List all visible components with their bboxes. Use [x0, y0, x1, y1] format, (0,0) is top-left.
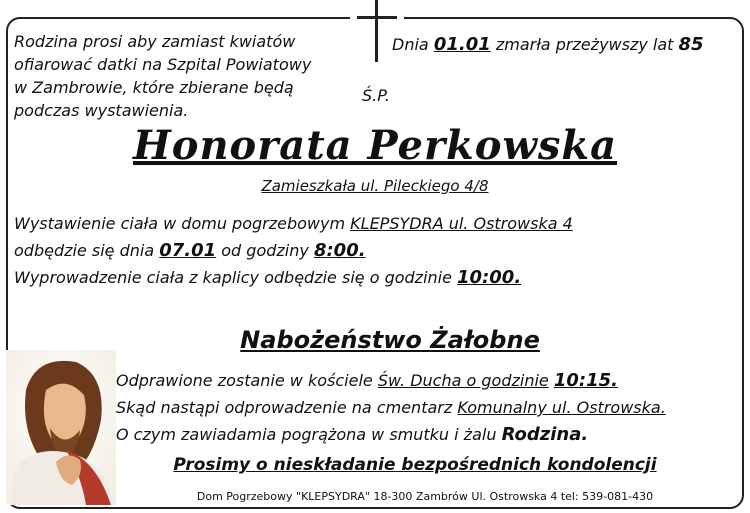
viewing-time: 8:00. — [313, 240, 366, 261]
request-line: Rodzina prosi aby zamiast kwiatów — [14, 32, 296, 51]
cross-icon-bar — [357, 16, 397, 19]
death-prefix: Dnia — [392, 35, 429, 54]
service-church: Św. Ducha o godzinie — [377, 371, 549, 390]
viewing-text: Wystawienie ciała w domu pogrzebowym — [14, 214, 346, 233]
death-date: 01.01 — [433, 34, 491, 55]
sp-label: Ś.P. — [362, 86, 390, 105]
cross-icon — [375, 0, 378, 62]
service-info — [116, 367, 666, 448]
deceased-name: Honorata Perkowska — [132, 122, 618, 169]
viewing-date: 07.01 — [159, 240, 217, 261]
viewing-date-text: odbędzie się dnia — [14, 241, 155, 260]
death-age: 85 — [678, 34, 704, 55]
viewing-info — [14, 210, 573, 291]
family-text: O czym zawiadamia pogrążona w smutku i żalu — [116, 425, 497, 444]
viewing-mid: od godziny — [221, 241, 309, 260]
service-church-text: Odprawione zostanie w kościele — [116, 371, 373, 390]
praying-jesus-icon — [6, 350, 116, 505]
funeral-home-footer: Dom Pogrzebowy "KLEPSYDRA" 18-300 Zambrów Ul. Ostrowska 4 tel: 539-081-430 — [196, 490, 654, 503]
donation-request — [14, 30, 354, 122]
deceased-address: Zamieszkała ul. Pileckiego 4/8 — [261, 177, 489, 195]
praying-jesus-image — [6, 350, 116, 505]
service-time: 10:15. — [553, 370, 618, 391]
viewing-place: KLEPSYDRA ul. Ostrowska 4 — [350, 214, 573, 233]
service-title: Nabożeństwo Żałobne — [240, 326, 540, 354]
request-line: w Zambrowie, które zbierane będą — [14, 78, 294, 97]
death-middle: zmarła przeżywszy lat — [495, 35, 674, 54]
no-condolences-request: Prosimy o nieskładanie bezpośrednich kondolencji — [173, 455, 657, 475]
death-info — [392, 34, 704, 55]
request-line: ofiarować datki na Szpital Powiatowy — [14, 55, 312, 74]
procession-time: 10:00. — [457, 267, 522, 288]
cemetery-place: Komunalny ul. Ostrowska. — [457, 398, 666, 417]
procession-text: Wyprowadzenie ciała z kaplicy odbędzie się o godzinie — [14, 268, 452, 287]
family-name: Rodzina. — [501, 424, 589, 445]
cemetery-text: Skąd nastąpi odprowadzenie na cmentarz — [116, 398, 453, 417]
request-line: podczas wystawienia. — [14, 101, 189, 120]
